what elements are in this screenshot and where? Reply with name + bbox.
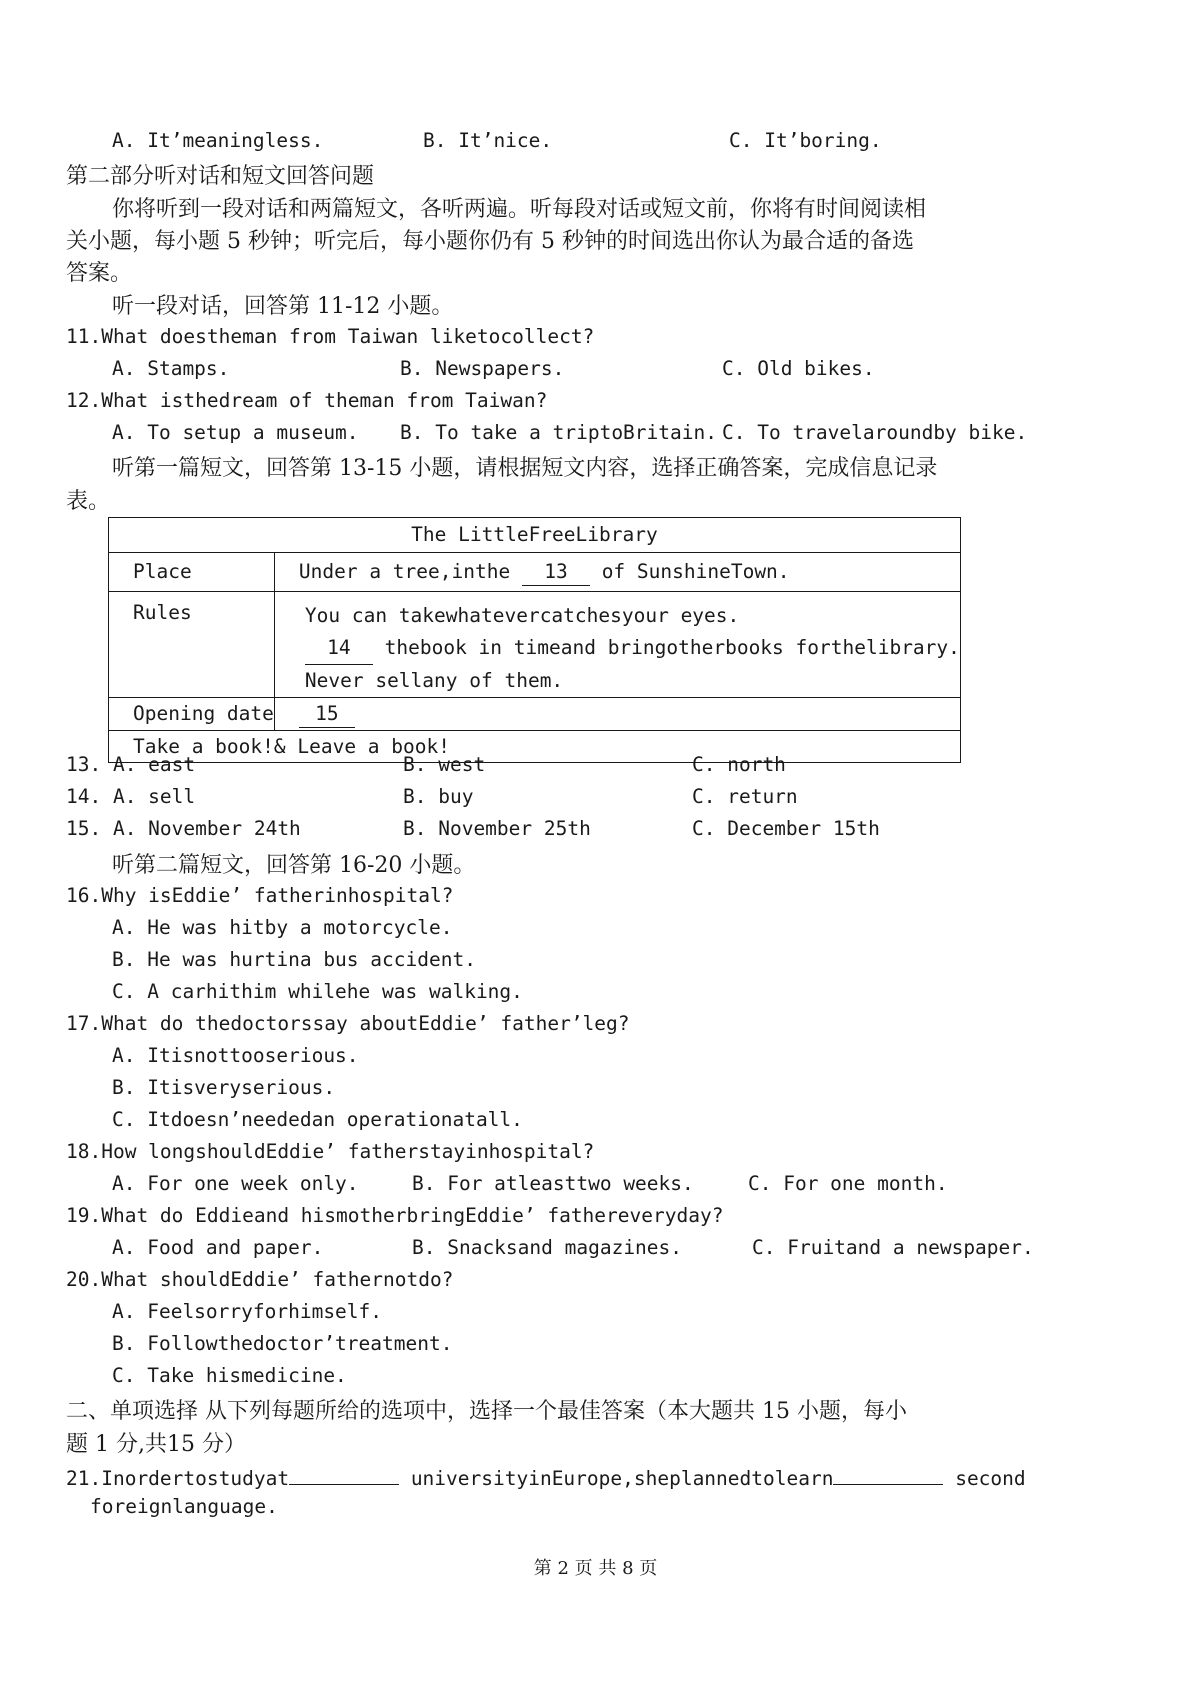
rules-label: Rules	[109, 592, 275, 698]
q12-option-a: A. To setup a museum.	[112, 421, 359, 444]
q11-option-b: B. Newspapers.	[400, 357, 565, 380]
q17-stem: 17.What do thedoctorssay aboutEddie’ father’leg?	[66, 1012, 630, 1035]
place-text-post: of SunshineTown.	[589, 560, 790, 583]
blank-15: 15	[299, 701, 355, 728]
q15-option-c: C. December 15th	[692, 817, 880, 840]
q21-blank-1	[289, 1462, 399, 1485]
q20-option-c: C. Take hismedicine.	[112, 1364, 347, 1387]
q20-stem: 20.What shouldEddie’ fathernotdo?	[66, 1268, 454, 1291]
q13-option-c: C. north	[692, 753, 786, 776]
q21-text-mid: universityinEurope,sheplannedtolearn	[410, 1467, 834, 1490]
q12-option-b: B. To take a triptoBritain.	[400, 421, 717, 444]
q21-text-pre: 21.Inordertostudyat	[66, 1467, 290, 1490]
q16-option-a: A. He was hitby a motorcycle.	[112, 916, 453, 939]
q21-text-post: second	[955, 1467, 1026, 1490]
q12-option-c: C. To travelaroundby bike.	[722, 421, 1028, 444]
q14-option-a: 14. A. sell	[66, 785, 196, 808]
q19-option-a: A. Food and paper.	[112, 1236, 324, 1259]
rule-2-text: thebook in timeand bringotherbooks forthelibrary.	[372, 636, 960, 659]
q14-option-c: C. return	[692, 785, 798, 808]
q18-option-c: C. For one month.	[748, 1172, 948, 1195]
blank-14: 14	[305, 632, 373, 665]
passage1-instruction-2: 表。	[66, 489, 111, 514]
q17-option-a: A. Itisnottooserious.	[112, 1044, 359, 1067]
q10-option-b: B. It’nice.	[423, 129, 553, 152]
part2-intro-1: 你将听到一段对话和两篇短文，各听两遍。听每段对话或短文前，你将有时间阅读相	[112, 197, 927, 222]
q17-option-c: C. Itdoesn’neededan operationatall.	[112, 1108, 523, 1131]
q10-option-c: C. It’boring.	[729, 129, 882, 152]
q11-option-c: C. Old bikes.	[722, 357, 875, 380]
q16-option-b: B. He was hurtina bus accident.	[112, 948, 476, 971]
part2-intro-2: 关小题，每小题 5 秒钟；听完后，每小题你仍有 5 秒钟的时间选出你认为最合适的备选	[66, 229, 914, 254]
opening-date-label: Opening date	[109, 698, 275, 731]
rule-3: Never sellany of them.	[304, 669, 564, 692]
section2-heading-1: 二、单项选择 从下列每题所给的选项中，选择一个最佳答案（本大题共 15 小题，每小	[66, 1399, 907, 1424]
rules-cell	[274, 592, 960, 698]
rule-1: You can takewhatevercatchesyour eyes.	[304, 604, 740, 627]
q18-option-a: A. For one week only.	[112, 1172, 359, 1195]
q12-stem: 12.What isthedream of theman from Taiwan?	[66, 389, 548, 412]
q16-stem: 16.Why isEddie’ fatherinhospital?	[66, 884, 454, 907]
library-info-table	[108, 517, 961, 763]
q11-stem: 11.What doestheman from Taiwan liketocollect?	[66, 325, 595, 348]
q17-option-b: B. Itisveryserious.	[112, 1076, 336, 1099]
q20-option-a: A. Feelsorryforhimself.	[112, 1300, 383, 1323]
slogan: Take a book!& Leave a book!	[109, 731, 961, 763]
part2-heading: 第二部分听对话和短文回答问题	[66, 164, 375, 189]
q18-option-b: B. For atleasttwo weeks.	[412, 1172, 694, 1195]
rule-2	[305, 632, 960, 665]
q16-option-c: C. A carhithim whilehe was walking.	[112, 980, 523, 1003]
q20-option-b: B. Followthedoctor’treatment.	[112, 1332, 453, 1355]
q13-option-b: B. west	[403, 753, 486, 776]
q21-stem-line2: foreignlanguage.	[90, 1495, 278, 1518]
page-number-footer: 第 2 页 共 8 页	[533, 1558, 658, 1579]
section2-heading-2: 题 1 分,共15 分）	[66, 1432, 246, 1457]
q19-stem: 19.What do Eddieand hismotherbringEddie’ fathereveryday?	[66, 1204, 724, 1227]
passage2-instruction: 听第二篇短文，回答第 16-20 小题。	[112, 853, 476, 878]
table-title: The LittleFreeLibrary	[109, 518, 961, 553]
q11-option-a: A. Stamps.	[112, 357, 230, 380]
place-text-pre: Under a tree,inthe	[298, 560, 522, 583]
q15-option-b: B. November 25th	[403, 817, 591, 840]
q21-stem-line1	[66, 1462, 1026, 1492]
q14-option-b: B. buy	[403, 785, 474, 808]
place-cell	[274, 553, 960, 592]
q18-stem: 18.How longshouldEddie’ fatherstayinhospital?	[66, 1140, 595, 1163]
q21-blank-2	[833, 1462, 943, 1485]
passage1-instruction-1: 听第一篇短文，回答第 13-15 小题，请根据短文内容，选择正确答案，完成信息记录	[112, 456, 938, 481]
q19-option-c: C. Fruitand a newspaper.	[752, 1236, 1034, 1259]
opening-date-cell	[274, 698, 960, 731]
blank-13: 13	[522, 559, 590, 586]
part2-intro-3: 答案。	[66, 261, 133, 286]
q15-option-a: 15. A. November 24th	[66, 817, 301, 840]
q10-option-a: A. It’meaningless.	[112, 129, 324, 152]
q13-option-a: 13. A. east	[66, 753, 196, 776]
q19-option-b: B. Snacksand magazines.	[412, 1236, 683, 1259]
dialog-instruction: 听一段对话，回答第 11-12 小题。	[112, 294, 454, 319]
place-label: Place	[109, 553, 275, 592]
